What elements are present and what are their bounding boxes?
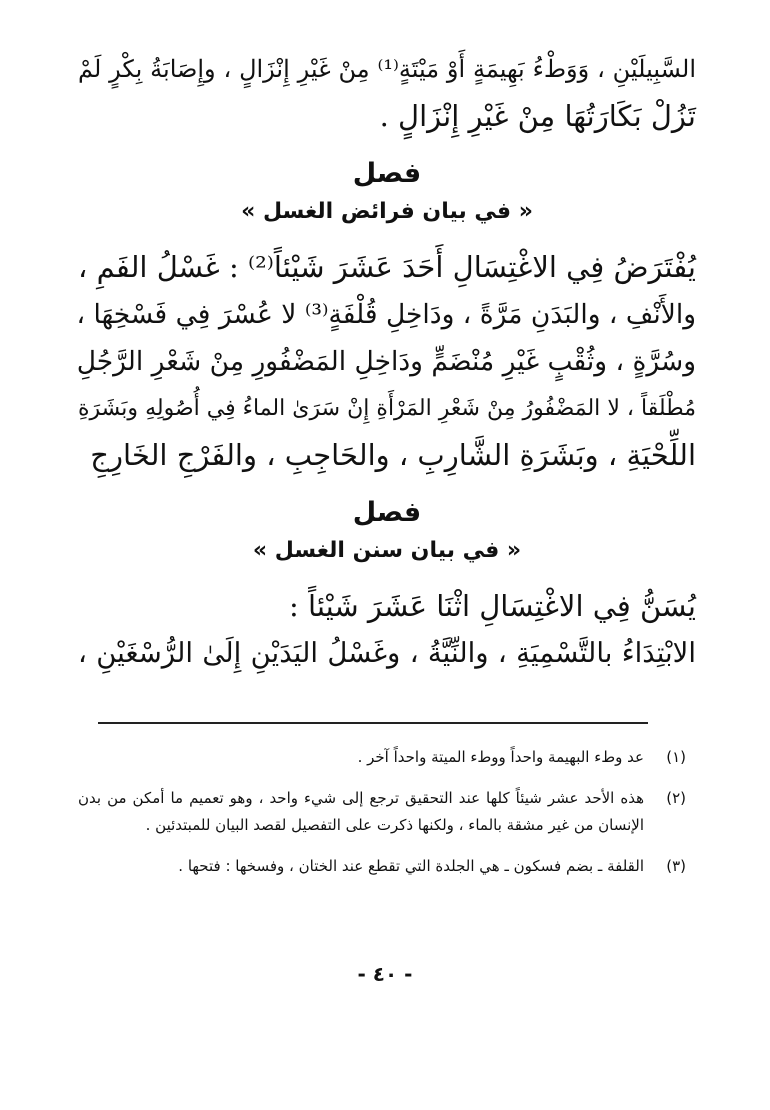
text-line: الابْتِدَاءُ بالتَّسْمِيَةِ ، والنِّيَّةُ ، وغَسْلُ اليَدَيْنِ إِلَىٰ الرُّسْغَيْنِ ، — [78, 637, 696, 669]
main-text — [78, 46, 696, 677]
footnotes — [78, 744, 696, 894]
footnote-divider — [98, 722, 648, 724]
text-line: وسُرَّةٍ ، وثُقْبٍ غَيْرِ مُنْضَمٍّ ودَاخِلِ المَضْفُورِ مِنْ شَعْرِ الرَّجُلِ — [76, 346, 696, 377]
footnote-text: عد وطء البهيمة واحداً ووطء الميتة واحداً آخر . — [357, 748, 644, 766]
text-line: والأَنْفِ ، والبَدَنِ مَرَّةً ، ودَاخِلِ قُلْفَةٍ⁽³⁾ لا عُسْرَ فِي فَسْخِهَا ، — [76, 299, 696, 330]
text-line: تَزُلْ بَكَارَتُهَا مِنْ غَيْرِ إِنْزَالٍ . — [379, 99, 696, 133]
footnote-text: القلفة ـ بضم فسكون ـ هي الجلدة التي تقطع عند الختان ، وفسخها : فتحها . — [178, 857, 644, 875]
section-subheading: « في بيان فرائض الغسل » — [241, 199, 533, 224]
footnote-number: (١) — [666, 748, 686, 766]
text-line: مُطْلَقاً ، لا المَضْفُورُ مِنْ شَعْرِ المَرْأَةِ إِنْ سَرَىٰ الماءُ فِي أُصُولِهِ وبَشَرَةِ — [78, 396, 696, 421]
text-line: يُفْتَرَضُ فِي الاغْتِسَالِ أَحَدَ عَشَرَ شَيْئاً⁽²⁾ : غَسْلُ الفَمِ ، — [78, 250, 696, 284]
footnote-number: (٣) — [666, 857, 686, 875]
footnote — [78, 853, 696, 880]
section-subheading: « في بيان سنن الغسل » — [252, 538, 522, 563]
text-line: السَّبِيلَيْنِ ، وَوَطْءُ بَهِيمَةٍ أَوْ مَيْتَةٍ⁽¹⁾ مِنْ غَيْرِ إِنْزَالٍ ، وإِصَابَةُ بِكْرٍ لَمْ — [78, 55, 696, 83]
footnote-text: هذه الأحد عشر شيئاً كلها عند التحقيق ترجع إلى شيء واحد ، وهو تعميم ما أمكن من بدن الإنسان من غير مشقة بالماء ، ولكنها ذكرت على التفصيل لقصد البيان للمبتدئين . — [78, 789, 644, 834]
text-line: يُسَنُّ فِي الاغْتِسَالِ اثْنَا عَشَرَ شَيْئاً : — [289, 589, 696, 623]
text-line: اللِّحْيَةِ ، وبَشَرَةِ الشَّارِبِ ، والحَاجِبِ ، والفَرْجِ الخَارِجِ — [90, 438, 696, 472]
footnote — [78, 744, 696, 771]
section-heading: فصل — [352, 158, 422, 189]
footnote-number: (٢) — [666, 789, 686, 807]
section-heading: فصل — [352, 497, 422, 528]
footnote — [78, 785, 696, 839]
page-number: - ٤٠ - — [357, 962, 413, 986]
